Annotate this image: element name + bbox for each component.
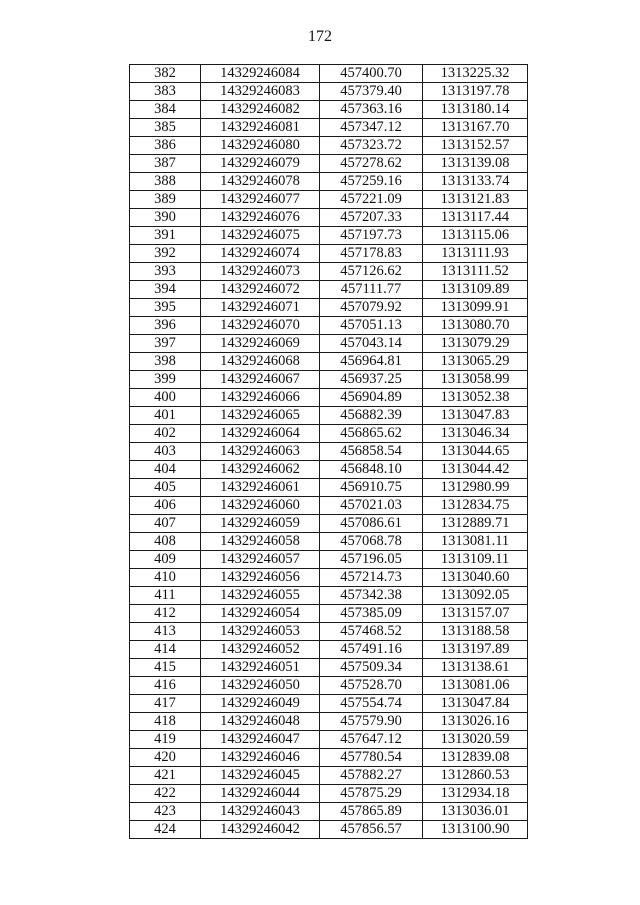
- table-row: [130, 461, 528, 479]
- cadastral-id-cell: 14329246065: [201, 407, 320, 425]
- y-coordinate-cell: 1313081.06: [423, 677, 528, 695]
- point-number-cell: 413: [130, 623, 201, 641]
- table-row: [130, 407, 528, 425]
- point-number-cell: 395: [130, 299, 201, 317]
- x-coordinate-cell: 457278.62: [320, 155, 423, 173]
- table-row: [130, 497, 528, 515]
- table-body: [130, 65, 528, 839]
- y-coordinate-cell: 1313099.91: [423, 299, 528, 317]
- x-coordinate-cell: 457379.40: [320, 83, 423, 101]
- table-row: [130, 191, 528, 209]
- table-row: [130, 263, 528, 281]
- y-coordinate-cell: 1313133.74: [423, 173, 528, 191]
- table-row: [130, 551, 528, 569]
- x-coordinate-cell: 456910.75: [320, 479, 423, 497]
- x-coordinate-cell: 457882.27: [320, 767, 423, 785]
- table-row: [130, 335, 528, 353]
- x-coordinate-cell: 457259.16: [320, 173, 423, 191]
- y-coordinate-cell: 1313167.70: [423, 119, 528, 137]
- point-number-cell: 390: [130, 209, 201, 227]
- table-row: [130, 641, 528, 659]
- cadastral-id-cell: 14329246047: [201, 731, 320, 749]
- table-row: [130, 821, 528, 839]
- y-coordinate-cell: 1313100.90: [423, 821, 528, 839]
- y-coordinate-cell: 1313152.57: [423, 137, 528, 155]
- cadastral-id-cell: 14329246042: [201, 821, 320, 839]
- x-coordinate-cell: 457197.73: [320, 227, 423, 245]
- cadastral-id-cell: 14329246060: [201, 497, 320, 515]
- y-coordinate-cell: 1313040.60: [423, 569, 528, 587]
- y-coordinate-cell: 1313026.16: [423, 713, 528, 731]
- point-number-cell: 392: [130, 245, 201, 263]
- y-coordinate-cell: 1313111.52: [423, 263, 528, 281]
- cadastral-id-cell: 14329246061: [201, 479, 320, 497]
- x-coordinate-cell: 457178.83: [320, 245, 423, 263]
- y-coordinate-cell: 1312860.53: [423, 767, 528, 785]
- x-coordinate-cell: 457780.54: [320, 749, 423, 767]
- point-number-cell: 386: [130, 137, 201, 155]
- y-coordinate-cell: 1313180.14: [423, 101, 528, 119]
- page-number: 172: [308, 28, 332, 45]
- point-number-cell: 408: [130, 533, 201, 551]
- point-number-cell: 419: [130, 731, 201, 749]
- table-row: [130, 425, 528, 443]
- y-coordinate-cell: 1313092.05: [423, 587, 528, 605]
- cadastral-id-cell: 14329246084: [201, 65, 320, 83]
- x-coordinate-cell: 457214.73: [320, 569, 423, 587]
- point-number-cell: 400: [130, 389, 201, 407]
- cadastral-id-cell: 14329246071: [201, 299, 320, 317]
- table-row: [130, 605, 528, 623]
- point-number-cell: 404: [130, 461, 201, 479]
- point-number-cell: 405: [130, 479, 201, 497]
- point-number-cell: 398: [130, 353, 201, 371]
- point-number-cell: 382: [130, 65, 201, 83]
- x-coordinate-cell: 457579.90: [320, 713, 423, 731]
- y-coordinate-cell: 1313111.93: [423, 245, 528, 263]
- y-coordinate-cell: 1313121.83: [423, 191, 528, 209]
- cadastral-id-cell: 14329246051: [201, 659, 320, 677]
- y-coordinate-cell: 1313117.44: [423, 209, 528, 227]
- cadastral-id-cell: 14329246057: [201, 551, 320, 569]
- cadastral-id-cell: 14329246052: [201, 641, 320, 659]
- table-row: [130, 587, 528, 605]
- table-row: [130, 299, 528, 317]
- table-row: [130, 353, 528, 371]
- x-coordinate-cell: 457323.72: [320, 137, 423, 155]
- cadastral-id-cell: 14329246074: [201, 245, 320, 263]
- table-row: [130, 713, 528, 731]
- table-row: [130, 317, 528, 335]
- y-coordinate-cell: 1313044.42: [423, 461, 528, 479]
- x-coordinate-cell: 457126.62: [320, 263, 423, 281]
- table-row: [130, 389, 528, 407]
- cadastral-id-cell: 14329246082: [201, 101, 320, 119]
- table-row: [130, 137, 528, 155]
- table-row: [130, 83, 528, 101]
- cadastral-id-cell: 14329246068: [201, 353, 320, 371]
- y-coordinate-cell: 1313052.38: [423, 389, 528, 407]
- point-number-cell: 391: [130, 227, 201, 245]
- y-coordinate-cell: 1313020.59: [423, 731, 528, 749]
- cadastral-id-cell: 14329246078: [201, 173, 320, 191]
- y-coordinate-cell: 1313044.65: [423, 443, 528, 461]
- point-number-cell: 417: [130, 695, 201, 713]
- point-number-cell: 393: [130, 263, 201, 281]
- x-coordinate-cell: 457221.09: [320, 191, 423, 209]
- y-coordinate-cell: 1312839.08: [423, 749, 528, 767]
- x-coordinate-cell: 457086.61: [320, 515, 423, 533]
- x-coordinate-cell: 457068.78: [320, 533, 423, 551]
- cadastral-id-cell: 14329246044: [201, 785, 320, 803]
- point-number-cell: 414: [130, 641, 201, 659]
- point-number-cell: 402: [130, 425, 201, 443]
- table-row: [130, 119, 528, 137]
- point-number-cell: 411: [130, 587, 201, 605]
- cadastral-id-cell: 14329246053: [201, 623, 320, 641]
- y-coordinate-cell: 1313139.08: [423, 155, 528, 173]
- cadastral-id-cell: 14329246070: [201, 317, 320, 335]
- point-number-cell: 401: [130, 407, 201, 425]
- x-coordinate-cell: 456964.81: [320, 353, 423, 371]
- cadastral-id-cell: 14329246073: [201, 263, 320, 281]
- table-row: [130, 731, 528, 749]
- table-row: [130, 677, 528, 695]
- x-coordinate-cell: 457363.16: [320, 101, 423, 119]
- point-number-cell: 424: [130, 821, 201, 839]
- table-row: [130, 173, 528, 191]
- cadastral-id-cell: 14329246079: [201, 155, 320, 173]
- table-row: [130, 803, 528, 821]
- table-row: [130, 101, 528, 119]
- cadastral-id-cell: 14329246050: [201, 677, 320, 695]
- x-coordinate-cell: 456865.62: [320, 425, 423, 443]
- y-coordinate-cell: 1313197.78: [423, 83, 528, 101]
- table-row: [130, 227, 528, 245]
- point-number-cell: 399: [130, 371, 201, 389]
- table-row: [130, 695, 528, 713]
- table-row: [130, 155, 528, 173]
- point-number-cell: 418: [130, 713, 201, 731]
- table-row: [130, 65, 528, 83]
- x-coordinate-cell: 457509.34: [320, 659, 423, 677]
- y-coordinate-cell: 1313197.89: [423, 641, 528, 659]
- x-coordinate-cell: 457342.38: [320, 587, 423, 605]
- x-coordinate-cell: 457079.92: [320, 299, 423, 317]
- table-row: [130, 659, 528, 677]
- y-coordinate-cell: 1313036.01: [423, 803, 528, 821]
- x-coordinate-cell: 457865.89: [320, 803, 423, 821]
- cadastral-id-cell: 14329246049: [201, 695, 320, 713]
- table-row: [130, 785, 528, 803]
- cadastral-id-cell: 14329246059: [201, 515, 320, 533]
- x-coordinate-cell: 457051.13: [320, 317, 423, 335]
- point-number-cell: 423: [130, 803, 201, 821]
- cadastral-id-cell: 14329246069: [201, 335, 320, 353]
- table-row: [130, 533, 528, 551]
- cadastral-id-cell: 14329246046: [201, 749, 320, 767]
- y-coordinate-cell: 1313081.11: [423, 533, 528, 551]
- y-coordinate-cell: 1313079.29: [423, 335, 528, 353]
- cadastral-id-cell: 14329246043: [201, 803, 320, 821]
- cadastral-id-cell: 14329246054: [201, 605, 320, 623]
- y-coordinate-cell: 1313047.84: [423, 695, 528, 713]
- y-coordinate-cell: 1313058.99: [423, 371, 528, 389]
- cadastral-id-cell: 14329246056: [201, 569, 320, 587]
- cadastral-id-cell: 14329246045: [201, 767, 320, 785]
- x-coordinate-cell: 457400.70: [320, 65, 423, 83]
- x-coordinate-cell: 457207.33: [320, 209, 423, 227]
- table-row: [130, 245, 528, 263]
- table-row: [130, 569, 528, 587]
- table-row: [130, 479, 528, 497]
- point-number-cell: 403: [130, 443, 201, 461]
- point-number-cell: 397: [130, 335, 201, 353]
- cadastral-id-cell: 14329246072: [201, 281, 320, 299]
- y-coordinate-cell: 1313047.83: [423, 407, 528, 425]
- point-number-cell: 407: [130, 515, 201, 533]
- y-coordinate-cell: 1312834.75: [423, 497, 528, 515]
- cadastral-id-cell: 14329246083: [201, 83, 320, 101]
- point-number-cell: 416: [130, 677, 201, 695]
- point-number-cell: 420: [130, 749, 201, 767]
- cadastral-id-cell: 14329246075: [201, 227, 320, 245]
- point-number-cell: 383: [130, 83, 201, 101]
- y-coordinate-cell: 1313115.06: [423, 227, 528, 245]
- table-row: [130, 281, 528, 299]
- point-number-cell: 387: [130, 155, 201, 173]
- cadastral-id-cell: 14329246063: [201, 443, 320, 461]
- point-number-cell: 388: [130, 173, 201, 191]
- x-coordinate-cell: 456848.10: [320, 461, 423, 479]
- y-coordinate-cell: 1312934.18: [423, 785, 528, 803]
- point-number-cell: 384: [130, 101, 201, 119]
- x-coordinate-cell: 457491.16: [320, 641, 423, 659]
- cadastral-id-cell: 14329246080: [201, 137, 320, 155]
- cadastral-id-cell: 14329246064: [201, 425, 320, 443]
- y-coordinate-cell: 1312980.99: [423, 479, 528, 497]
- x-coordinate-cell: 457347.12: [320, 119, 423, 137]
- table-row: [130, 209, 528, 227]
- table-row: [130, 515, 528, 533]
- x-coordinate-cell: 457196.05: [320, 551, 423, 569]
- cadastral-id-cell: 14329246055: [201, 587, 320, 605]
- table-row: [130, 749, 528, 767]
- coordinates-table: [129, 64, 528, 839]
- cadastral-id-cell: 14329246048: [201, 713, 320, 731]
- table-row: [130, 767, 528, 785]
- x-coordinate-cell: 456858.54: [320, 443, 423, 461]
- x-coordinate-cell: 457554.74: [320, 695, 423, 713]
- point-number-cell: 415: [130, 659, 201, 677]
- x-coordinate-cell: 457528.70: [320, 677, 423, 695]
- cadastral-id-cell: 14329246066: [201, 389, 320, 407]
- y-coordinate-cell: 1313188.58: [423, 623, 528, 641]
- point-number-cell: 406: [130, 497, 201, 515]
- y-coordinate-cell: 1313065.29: [423, 353, 528, 371]
- x-coordinate-cell: 456882.39: [320, 407, 423, 425]
- y-coordinate-cell: 1313157.07: [423, 605, 528, 623]
- point-number-cell: 389: [130, 191, 201, 209]
- table-row: [130, 623, 528, 641]
- point-number-cell: 410: [130, 569, 201, 587]
- x-coordinate-cell: 456904.89: [320, 389, 423, 407]
- x-coordinate-cell: 456937.25: [320, 371, 423, 389]
- table-row: [130, 443, 528, 461]
- point-number-cell: 412: [130, 605, 201, 623]
- x-coordinate-cell: 457856.57: [320, 821, 423, 839]
- point-number-cell: 421: [130, 767, 201, 785]
- y-coordinate-cell: 1313138.61: [423, 659, 528, 677]
- point-number-cell: 396: [130, 317, 201, 335]
- table-row: [130, 371, 528, 389]
- y-coordinate-cell: 1313225.32: [423, 65, 528, 83]
- cadastral-id-cell: 14329246076: [201, 209, 320, 227]
- point-number-cell: 385: [130, 119, 201, 137]
- x-coordinate-cell: 457021.03: [320, 497, 423, 515]
- x-coordinate-cell: 457385.09: [320, 605, 423, 623]
- point-number-cell: 409: [130, 551, 201, 569]
- cadastral-id-cell: 14329246067: [201, 371, 320, 389]
- cadastral-id-cell: 14329246062: [201, 461, 320, 479]
- x-coordinate-cell: 457875.29: [320, 785, 423, 803]
- y-coordinate-cell: 1313109.89: [423, 281, 528, 299]
- y-coordinate-cell: 1313109.11: [423, 551, 528, 569]
- y-coordinate-cell: 1313046.34: [423, 425, 528, 443]
- cadastral-id-cell: 14329246077: [201, 191, 320, 209]
- x-coordinate-cell: 457647.12: [320, 731, 423, 749]
- x-coordinate-cell: 457468.52: [320, 623, 423, 641]
- cadastral-id-cell: 14329246081: [201, 119, 320, 137]
- x-coordinate-cell: 457111.77: [320, 281, 423, 299]
- y-coordinate-cell: 1312889.71: [423, 515, 528, 533]
- x-coordinate-cell: 457043.14: [320, 335, 423, 353]
- point-number-cell: 394: [130, 281, 201, 299]
- point-number-cell: 422: [130, 785, 201, 803]
- y-coordinate-cell: 1313080.70: [423, 317, 528, 335]
- cadastral-id-cell: 14329246058: [201, 533, 320, 551]
